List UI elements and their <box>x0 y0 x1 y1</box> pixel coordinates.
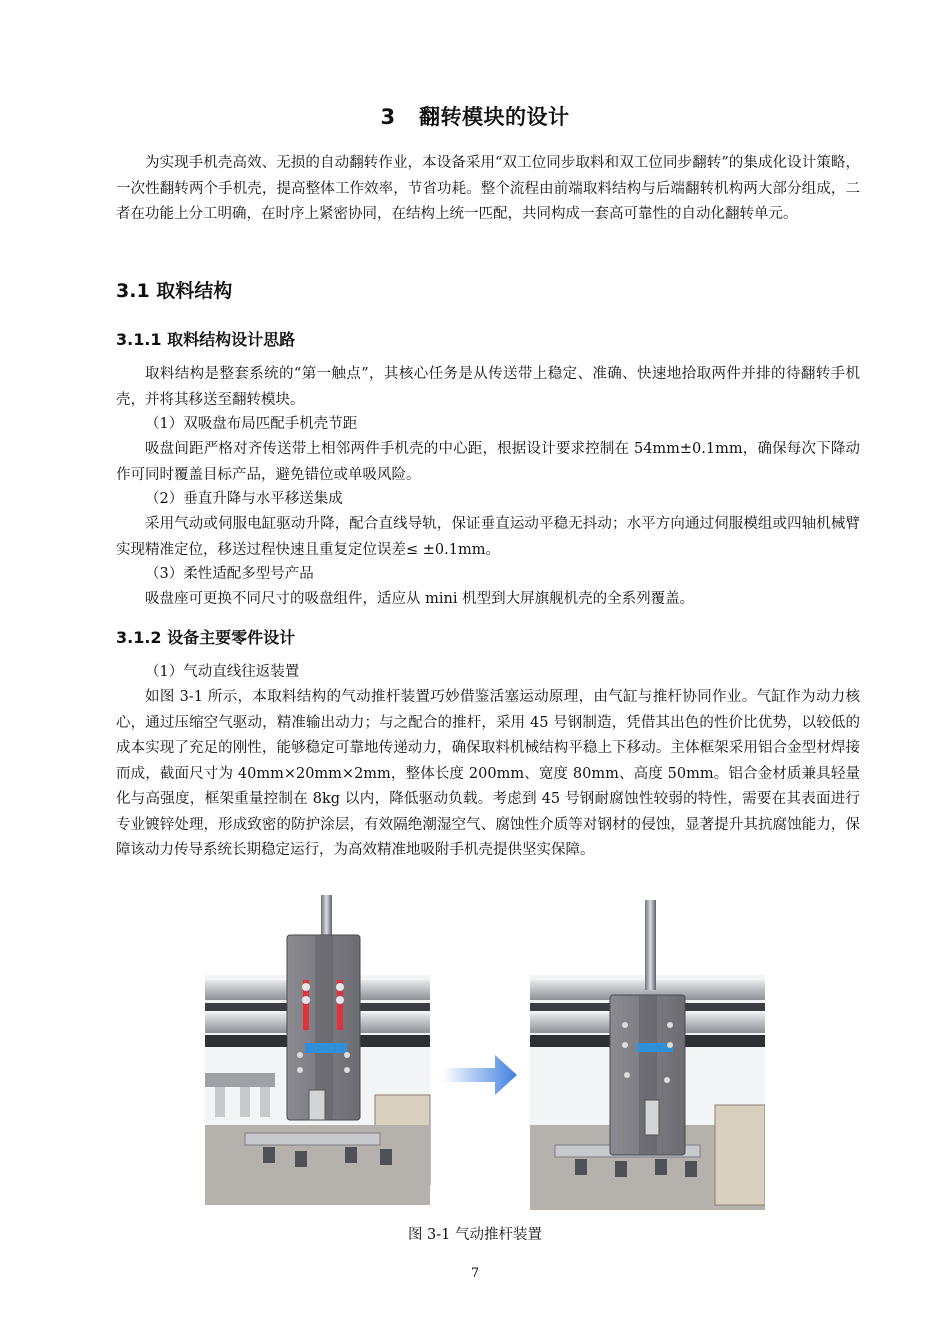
item-1-body: 吸盘间距严格对齐传送带上相邻两件手机壳的中心距，根据设计要求控制在 54mm±0.1mm，确保每次下降动作可同时覆盖目标产品，避免错位或单吸风险。 <box>116 441 860 483</box>
item-3-body: 吸盘座可更换不同尺寸的吸盘组件，适应从 mini 机型到大屏旗舰机壳的全系列覆盖。 <box>145 591 695 607</box>
section-3-1-1-intro: 取料结构是整套系统的“第一触点”，其核心任务是从传送带上稳定、准确、快速地拾取两件并排的待翻转手机壳，并将其移送至翻转模块。 <box>116 366 860 408</box>
part-1-body: 如图 3-1 所示，本取料结构的气动推杆装置巧妙借鉴活塞运动原理，由气缸与推杆协同作业。气缸作为动力核心，通过压缩空气驱动，精准输出动力；与之配合的推杆，采用 45 号钢制造，凭借其出色的性价比优势，以较低的成本实现了充足的刚性，能够稳定可靠地传递动力，确保取料机械结构平稳上下移动。主体框架采用铝合金型材焊接而成，截面尺寸为 40mm×20mm×2mm，整体长度 200mm、宽度 80mm、高度 50mm。铝合金材质兼具轻量化与高强度，框架重量控制在 8kg 以内，降低驱动负载。考虑到 45 号钢耐腐蚀性较弱的特性，需要在其表面进行专业镀锌处理，形成致密的防护涂层，有效隔绝潮湿空气、腐蚀性介质等对钢材的侵蚀，显著提升其抗腐蚀能力，保障该动力传导系统长期稳定运行，为高效精准地吸附手机壳提供坚实保障。 <box>116 689 860 858</box>
item-1-title: （1）双吸盘布局匹配手机壳节距 <box>145 416 358 432</box>
direction-arrow-icon <box>443 1055 517 1095</box>
section-3-1-1-heading: 3.1.1 取料结构设计思路 <box>116 330 296 349</box>
right-assembly <box>530 900 765 1210</box>
section-3-1-2-heading: 3.1.2 设备主要零件设计 <box>116 628 296 647</box>
figure-caption: 图 3-1 气动推杆装置 <box>407 1227 543 1243</box>
chapter-title: 3 翻转模块的设计 <box>380 105 570 129</box>
figure-3-1-illustration <box>205 895 765 1215</box>
item-2-title: （2）垂直升降与水平移送集成 <box>145 491 343 507</box>
item-3-title: （3）柔性适配多型号产品 <box>145 566 314 582</box>
left-assembly <box>205 895 430 1205</box>
page-number: 7 <box>470 1266 480 1281</box>
part-1-title: （1）气动直线往返装置 <box>145 664 300 680</box>
section-3-1-heading: 3.1 取料结构 <box>116 280 233 302</box>
chapter-intro-paragraph: 为实现手机壳高效、无损的自动翻转作业，本设备采用“双工位同步取料和双工位同步翻转”的集成化设计策略，一次性翻转两个手机壳，提高整体工作效率，节省功耗。整个流程由前端取料结构与后端翻转机构两大部分组成，二者在功能上分工明确，在时序上紧密协同，在结构上统一匹配，共同构成一套高可靠性的自动化翻转单元。 <box>116 155 860 222</box>
item-2-body: 采用气动或伺服电缸驱动升降，配合直线导轨，保证垂直运动平稳无抖动；水平方向通过伺服模组或四轴机械臂实现精准定位，移送过程快速且重复定位误差≤ ±0.1mm。 <box>116 516 860 558</box>
